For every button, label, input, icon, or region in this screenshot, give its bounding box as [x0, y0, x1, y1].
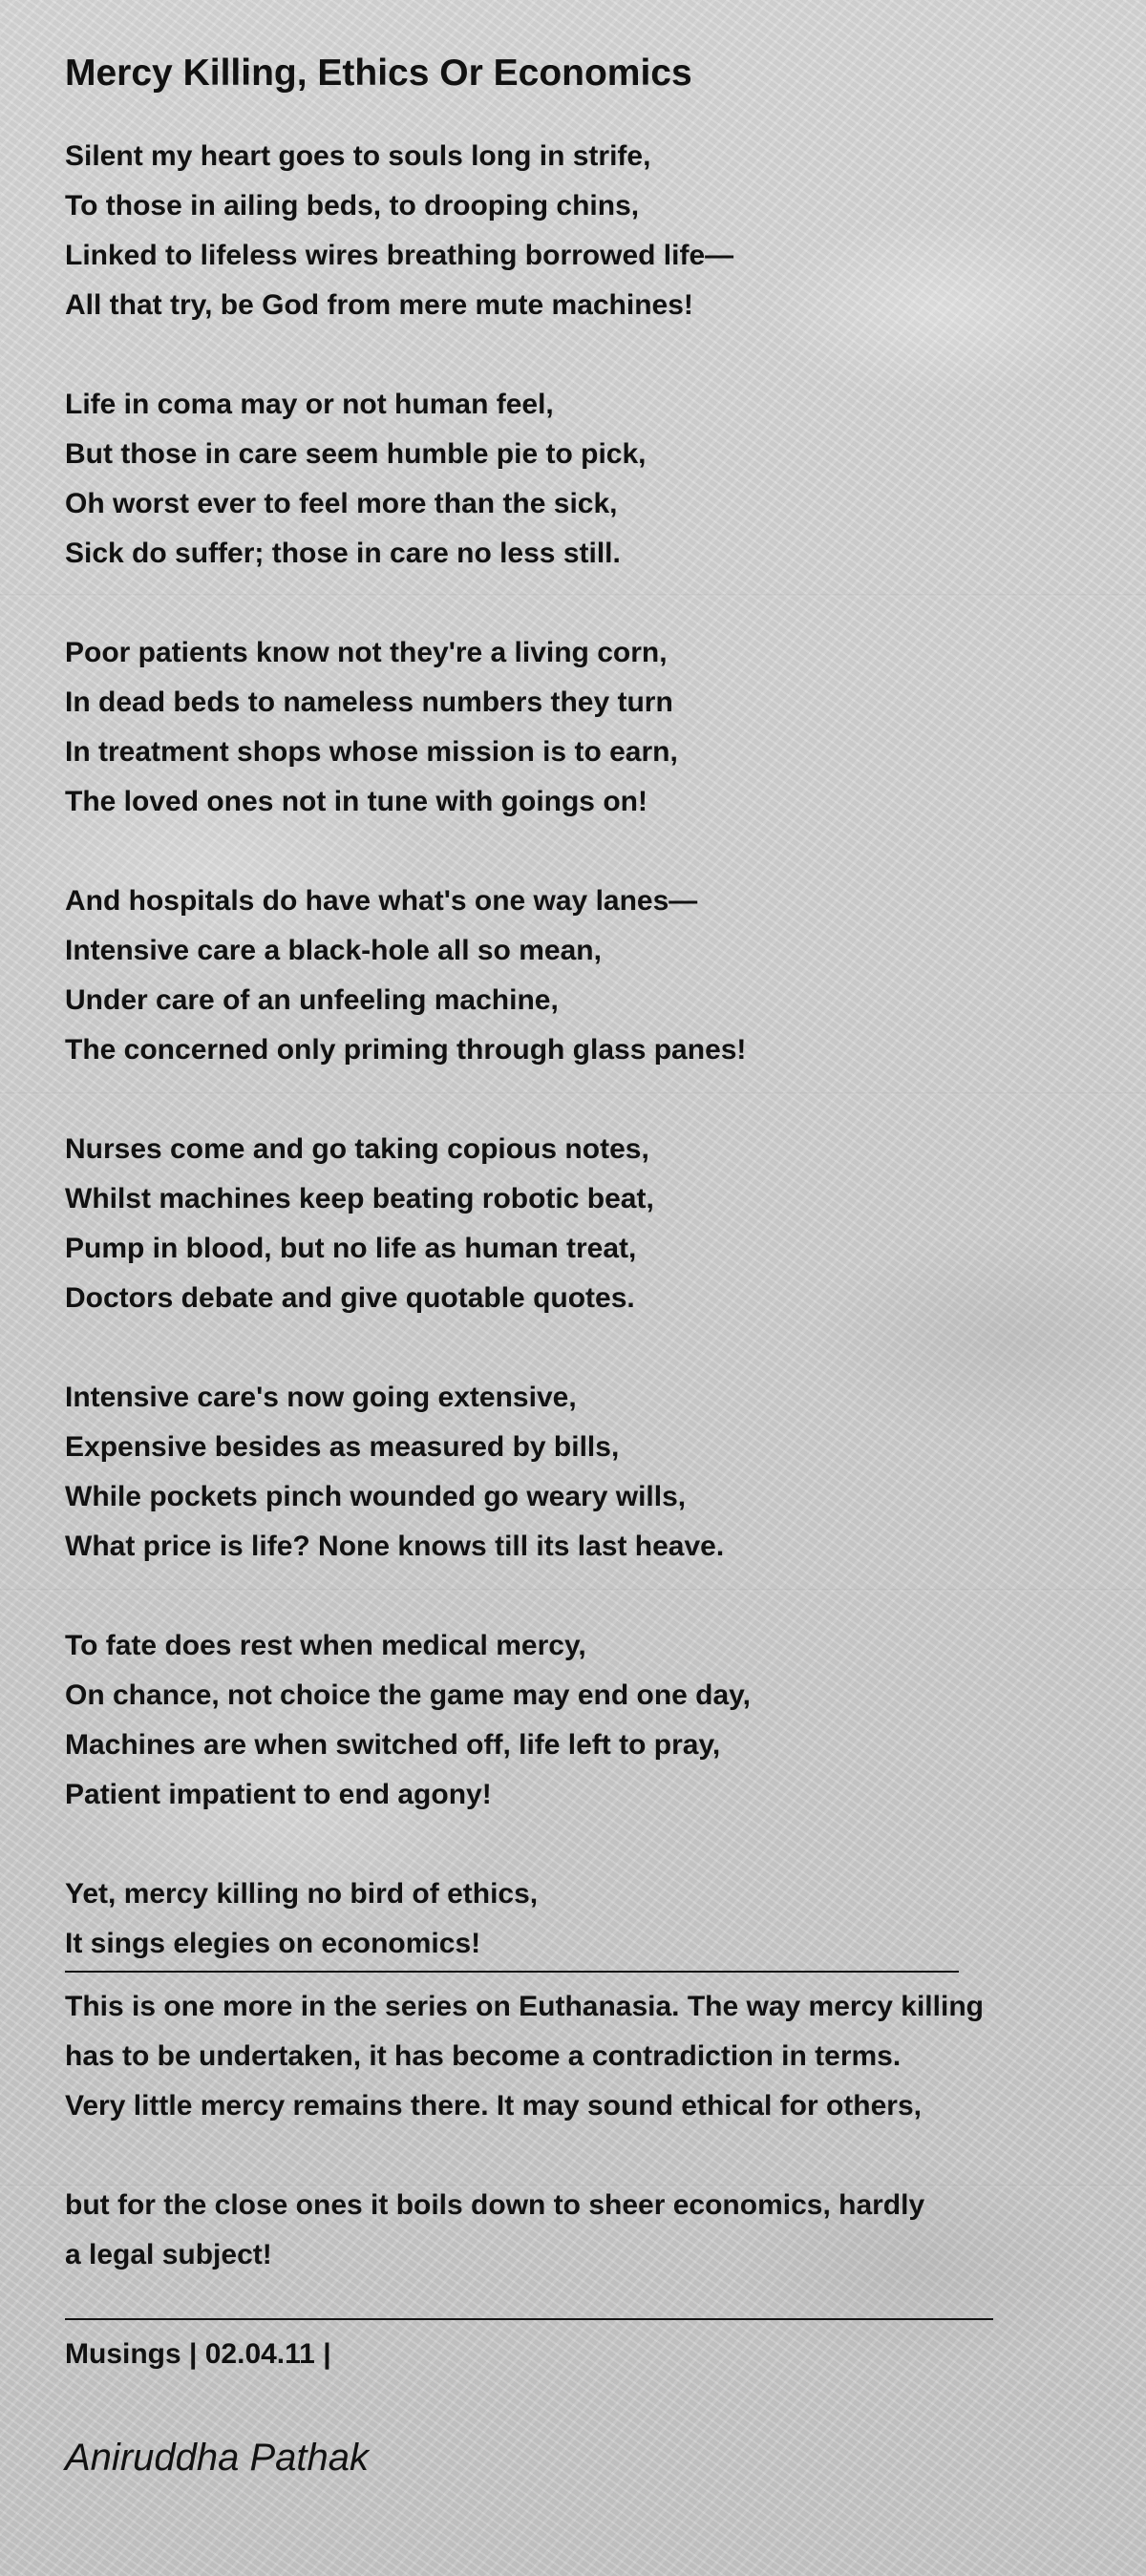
note-line: but for the close ones it boils down to sheer economics, hardly: [65, 2189, 925, 2221]
poem-line: But those in care seem humble pie to pick,: [65, 438, 647, 470]
poem-line: Sick do suffer; those in care no less still.: [65, 538, 621, 569]
poem-line: Whilst machines keep beating robotic beat,: [65, 1183, 654, 1214]
poem-line: On chance, not choice the game may end one day,: [65, 1679, 751, 1711]
poem-line: Doctors debate and give quotable quotes.: [65, 1282, 635, 1314]
divider-line: [65, 1971, 959, 1973]
poem-footer: Musings | 02.04.11 |: [65, 2338, 331, 2370]
poem-line: Poor patients know not they're a living corn,: [65, 637, 668, 668]
poem-line: Linked to lifeless wires breathing borrowed life—: [65, 240, 734, 271]
poem-line: Yet, mercy killing no bird of ethics,: [65, 1878, 539, 1910]
poem-line: Life in coma may or not human feel,: [65, 389, 554, 420]
note-line: has to be undertaken, it has become a contradiction in terms.: [65, 2040, 902, 2072]
poem-line: Expensive besides as measured by bills,: [65, 1431, 620, 1463]
poem-line: Silent my heart goes to souls long in strife,: [65, 140, 651, 172]
divider-line: [65, 2318, 993, 2320]
note-spacer: [65, 2131, 1096, 2181]
poem-line: To those in ailing beds, to drooping chins,: [65, 190, 640, 222]
poem-line: It sings elegies on economics!: [65, 1928, 481, 1959]
poem-line: Machines are when switched off, life left to pray,: [65, 1729, 721, 1761]
poem-line: The concerned only priming through glass panes!: [65, 1034, 747, 1066]
poem-line: In treatment shops whose mission is to earn,: [65, 736, 678, 768]
stanza-2: [65, 380, 1096, 579]
stanza-6: [65, 1373, 1096, 1572]
poem-line: Under care of an unfeeling machine,: [65, 984, 559, 1016]
poem-line: Pump in blood, but no life as human treat,: [65, 1233, 637, 1264]
stanza-8: [65, 1869, 1096, 1969]
poem-line: To fate does rest when medical mercy,: [65, 1630, 586, 1661]
poem-line: Nurses come and go taking copious notes,: [65, 1133, 649, 1165]
poem-line: All that try, be God from mere mute machines!: [65, 289, 693, 321]
stanza-5: [65, 1125, 1096, 1323]
note-line: Very little mercy remains there. It may sound ethical for others,: [65, 2090, 922, 2122]
poem-line: Oh worst ever to feel more than the sick,: [65, 488, 618, 519]
author-name: Aniruddha Pathak: [65, 2437, 370, 2479]
note-line: a legal subject!: [65, 2239, 272, 2270]
poem-line: And hospitals do have what's one way lanes—: [65, 885, 698, 917]
poem-line: What price is life? None knows till its last heave.: [65, 1531, 725, 1562]
stanza-3: [65, 628, 1096, 827]
poem-title: Mercy Killing, Ethics Or Economics: [65, 53, 692, 94]
note-line: This is one more in the series on Euthanasia. The way mercy killing: [65, 1991, 984, 2022]
stanza-4: [65, 876, 1096, 1075]
poem-line: Intensive care's now going extensive,: [65, 1382, 577, 1413]
author-note: [65, 1982, 1096, 2280]
poem-line: While pockets pinch wounded go weary wills,: [65, 1481, 687, 1512]
poem-container: [65, 50, 1096, 2486]
stanza-1: [65, 132, 1096, 330]
poem-line: The loved ones not in tune with goings on!: [65, 786, 647, 817]
poem-line: Intensive care a black-hole all so mean,: [65, 935, 602, 966]
poem-line: Patient impatient to end agony!: [65, 1779, 492, 1810]
poem-line: In dead beds to nameless numbers they turn: [65, 686, 673, 718]
stanza-7: [65, 1621, 1096, 1820]
